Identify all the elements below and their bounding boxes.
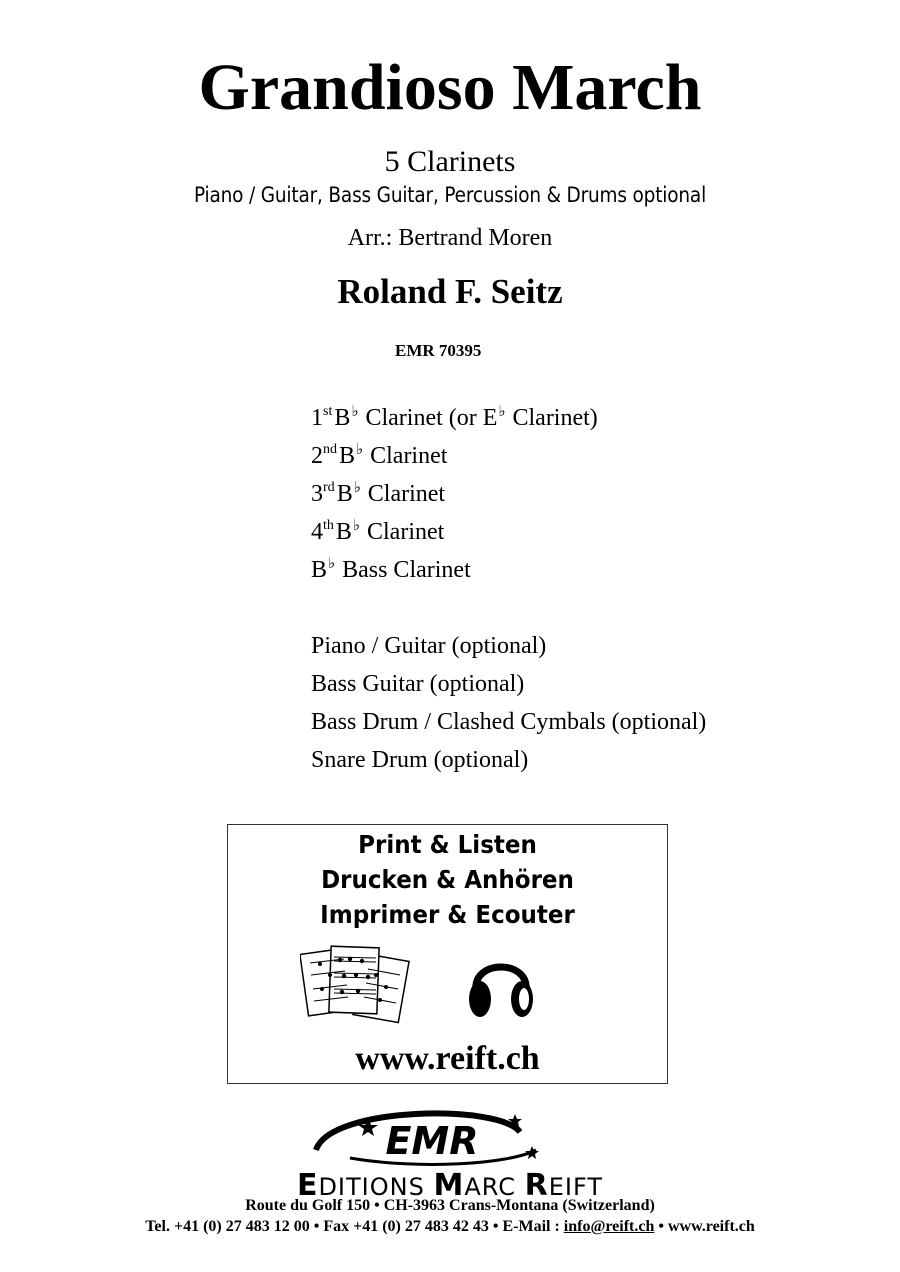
promo-url[interactable]: www.reift.ch <box>355 1040 540 1077</box>
optional-part-3: Bass Drum / Clashed Cymbals (optional) <box>311 709 707 735</box>
composer: Roland F. Seitz <box>337 272 563 311</box>
optional-part-1: Piano / Guitar (optional) <box>311 633 547 659</box>
subtitle: 5 Clarinets <box>384 145 516 178</box>
page-title: Grandioso March <box>198 51 702 124</box>
part-3: 3rd B♭ Clarinet <box>311 480 446 507</box>
arranger: Arr.: Bertrand Moren <box>347 225 553 251</box>
part-2: 2nd B♭ Clarinet <box>311 442 448 469</box>
headphones-icon <box>466 947 536 1023</box>
sheet-music-icon <box>300 945 412 1025</box>
catalog-number: EMR 70395 <box>395 341 482 360</box>
publisher-name: EDITIONS MARC REIFT <box>296 1168 604 1203</box>
publisher-contact: Tel. +41 (0) 27 483 12 00 • Fax +41 (0) 27 483 42 43 • E-Mail : info@reift.ch • www.reift.ch <box>145 1218 755 1235</box>
flat-icon: ♭ <box>356 442 364 458</box>
promo-line-fr: Imprimer & Ecouter <box>320 900 575 929</box>
publisher-address: Route du Golf 150 • CH-3963 Crans-Montana (Switzerland) <box>245 1197 655 1214</box>
flat-icon: ♭ <box>351 404 359 420</box>
logo-text: EMR <box>385 1119 479 1163</box>
part-1: 1st B♭ Clarinet (or E♭ Clarinet) <box>311 404 598 431</box>
flat-icon: ♭ <box>353 480 361 496</box>
flat-icon: ♭ <box>328 556 336 572</box>
email-link[interactable]: info@reift.ch <box>563 1218 655 1235</box>
emr-logo <box>310 1110 550 1170</box>
part-5: B♭ Bass Clarinet <box>311 556 471 583</box>
print-listen-box <box>227 824 668 1084</box>
flat-icon: ♭ <box>498 404 506 420</box>
promo-line-de: Drucken & Anhören <box>321 865 574 894</box>
optional-part-4: Snare Drum (optional) <box>311 747 529 773</box>
optional-instruments-note: Piano / Guitar, Bass Guitar, Percussion & Drums optional <box>193 183 707 207</box>
optional-part-2: Bass Guitar (optional) <box>311 671 525 697</box>
promo-line-en: Print & Listen <box>358 830 537 859</box>
flat-icon: ♭ <box>352 518 360 534</box>
part-4: 4th B♭ Clarinet <box>311 518 445 545</box>
